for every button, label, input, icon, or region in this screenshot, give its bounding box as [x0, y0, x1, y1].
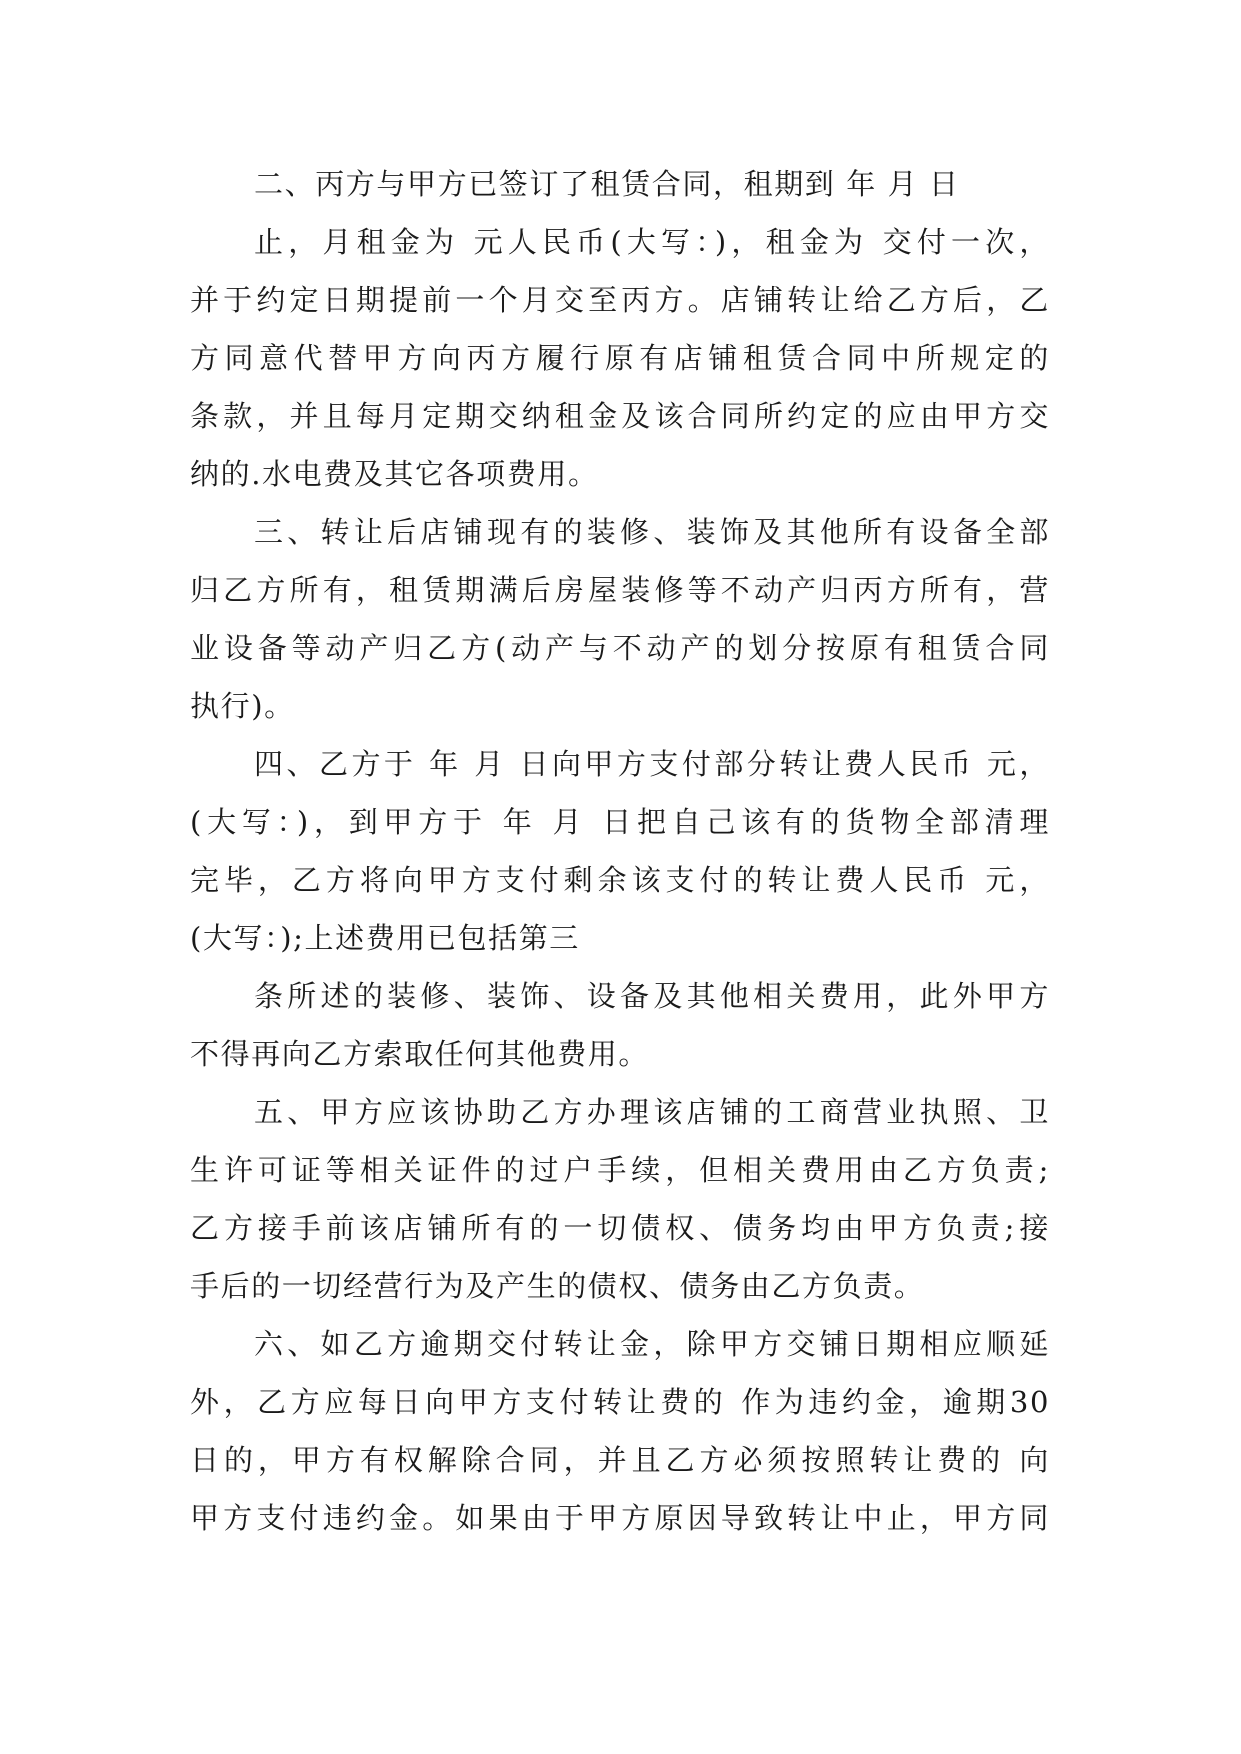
text-line: 外，乙方应每日向甲方支付转让费的 作为违约金，逾期30: [190, 1385, 1050, 1419]
text-line: 条款，并且每月定期交纳租金及该合同所约定的应由甲方交: [190, 399, 1050, 433]
text-line: 四、乙方于 年 月 日向甲方支付部分转让费人民币 元，: [254, 747, 1050, 781]
text-line: 六、如乙方逾期交付转让金，除甲方交铺日期相应顺延: [254, 1327, 1050, 1361]
text-line: 业设备等动产归乙方(动产与不动产的划分按原有租赁合同: [190, 631, 1050, 665]
text-line: 纳的.水电费及其它各项费用。: [190, 457, 599, 491]
text-line: 甲方支付违约金。如果由于甲方原因导致转让中止，甲方同: [190, 1501, 1050, 1535]
text-line: 日的，甲方有权解除合同，并且乙方必须按照转让费的 向: [190, 1443, 1050, 1477]
text-line: 手后的一切经营行为及产生的债权、债务由乙方负责。: [190, 1269, 925, 1303]
text-line: 条所述的装修、装饰、设备及其他相关费用，此外甲方: [254, 979, 1050, 1013]
text-line: 不得再向乙方索取任何其他费用。: [190, 1037, 650, 1071]
text-line: 生许可证等相关证件的过户手续，但相关费用由乙方负责;: [190, 1153, 1050, 1187]
text-line: 五、甲方应该协助乙方办理该店铺的工商营业执照、卫: [254, 1095, 1050, 1129]
text-line: (大写：)，到甲方于 年 月 日把自己该有的货物全部清理: [190, 805, 1050, 839]
text-line: 方同意代替甲方向丙方履行原有店铺租赁合同中所规定的: [190, 341, 1050, 375]
text-line: 三、转让后店铺现有的装修、装饰及其他所有设备全部: [254, 515, 1050, 549]
text-line: 完毕，乙方将向甲方支付剩余该支付的转让费人民币 元，: [190, 863, 1050, 897]
text-line: 归乙方所有，租赁期满后房屋装修等不动产归丙方所有，营: [190, 573, 1050, 607]
text-line: 乙方接手前该店铺所有的一切债权、债务均由甲方负责;接: [190, 1211, 1050, 1245]
text-line: 止，月租金为 元人民币(大写：)，租金为 交付一次，: [254, 225, 1050, 259]
text-line: (大写：);上述费用已包括第三: [190, 921, 580, 955]
text-line: 并于约定日期提前一个月交至丙方。店铺转让给乙方后，乙: [190, 283, 1050, 317]
text-line: 二、丙方与甲方已签订了租赁合同，租期到 年 月 日: [254, 167, 960, 201]
contract-text-body: [190, 155, 1050, 1547]
text-line: 执行)。: [190, 689, 295, 723]
